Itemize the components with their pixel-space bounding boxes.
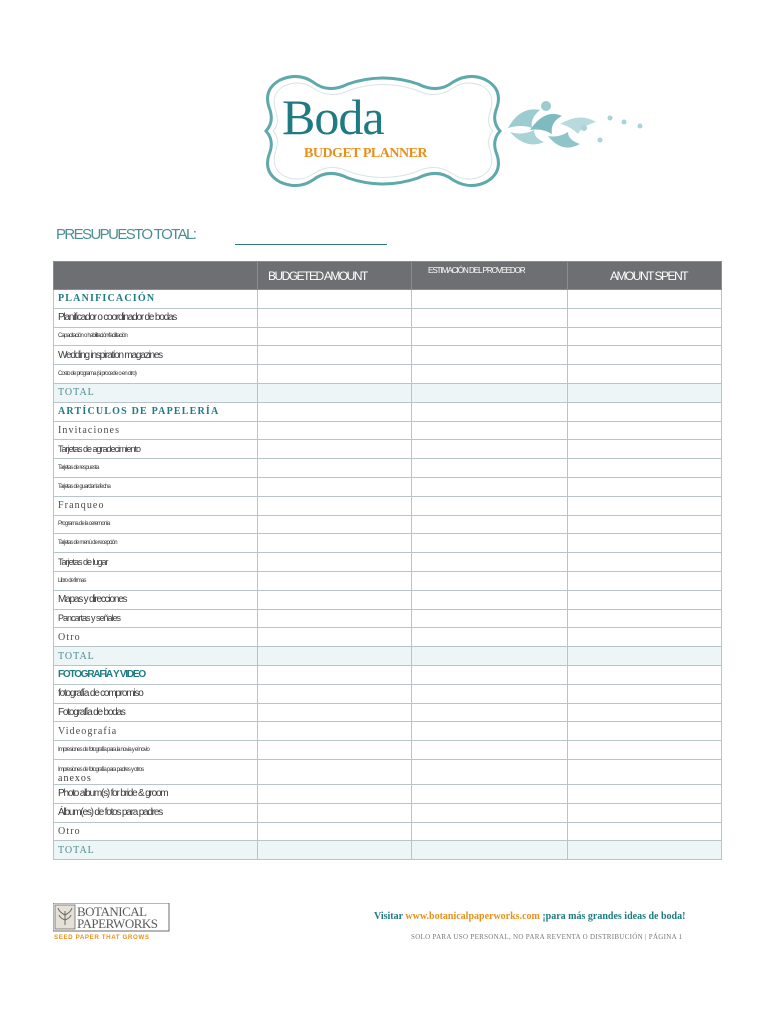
row-label (54, 365, 258, 384)
visit-suffix: ¡para más grandes ideas de boda! (539, 911, 686, 922)
row-label (54, 383, 258, 402)
spent-cell[interactable] (568, 327, 722, 346)
estimate-cell[interactable] (412, 703, 568, 722)
budgeted-cell[interactable] (258, 684, 412, 703)
row-label (54, 290, 258, 309)
budget-table-body (54, 290, 722, 860)
spent-cell[interactable] (568, 402, 722, 421)
row-label (54, 308, 258, 327)
budgeted-cell[interactable] (258, 459, 412, 478)
estimate-cell[interactable] (412, 684, 568, 703)
row-label-text: Videografía (58, 725, 118, 737)
estimate-cell[interactable] (412, 822, 568, 841)
estimate-cell[interactable] (412, 459, 568, 478)
estimate-cell[interactable] (412, 440, 568, 459)
row-label (54, 421, 258, 440)
row-label-text: Pancartas y señales (58, 613, 121, 624)
row-label (54, 534, 258, 553)
row-label (54, 459, 258, 478)
section-row (54, 402, 722, 421)
estimate-cell[interactable] (412, 383, 568, 402)
total-row (54, 647, 722, 666)
total-row (54, 841, 722, 860)
budgeted-cell[interactable] (258, 290, 412, 309)
budgeted-cell[interactable] (258, 784, 412, 803)
budgeted-cell[interactable] (258, 496, 412, 515)
budgeted-cell[interactable] (258, 308, 412, 327)
row-label-continuation: anexos (58, 772, 92, 784)
budgeted-cell[interactable] (258, 346, 412, 365)
row-label (54, 553, 258, 572)
row-label-text: Tarjetas de menú de recepción (58, 540, 117, 547)
estimate-cell[interactable] (412, 402, 568, 421)
row-label-text: Mapas y direcciones (58, 594, 127, 606)
spent-cell[interactable] (568, 365, 722, 384)
budgeted-cell[interactable] (258, 665, 412, 684)
spent-cell[interactable] (568, 722, 722, 741)
header-category (54, 262, 258, 290)
visit-prefix: Visitar (374, 911, 406, 922)
estimate-cell[interactable] (412, 590, 568, 609)
estimate-cell[interactable] (412, 722, 568, 741)
header-vendor-estimate: ESTIMACIÓN DEL PROVEEDOR (412, 262, 568, 290)
budgeted-cell[interactable] (258, 759, 412, 784)
budgeted-cell[interactable] (258, 515, 412, 534)
estimate-cell[interactable] (412, 784, 568, 803)
spent-cell[interactable] (568, 515, 722, 534)
budgeted-cell[interactable] (258, 327, 412, 346)
budgeted-cell[interactable] (258, 703, 412, 722)
row-label (54, 590, 258, 609)
row-label-text: TOTAL (58, 387, 95, 399)
table-row (54, 365, 722, 384)
row-label-text: Tarjetas de agradecimiento (58, 444, 141, 455)
estimate-cell[interactable] (412, 759, 568, 784)
spent-cell[interactable] (568, 346, 722, 365)
total-budget-label: PRESUPUESTO TOTAL: (56, 226, 196, 243)
table-row (54, 803, 722, 822)
row-label-text: FOTOGRAFÍA Y VIDEO (58, 669, 145, 681)
budgeted-cell[interactable] (258, 402, 412, 421)
estimate-cell[interactable] (412, 553, 568, 572)
row-label-text: Impresiones de fotografía para la novia y el novio (58, 747, 150, 754)
spent-cell[interactable] (568, 308, 722, 327)
leaf-flourish-icon (500, 98, 650, 158)
spent-cell[interactable] (568, 571, 722, 590)
table-row (54, 421, 722, 440)
budgeted-cell[interactable] (258, 647, 412, 666)
estimate-cell[interactable] (412, 515, 568, 534)
budgeted-cell[interactable] (258, 822, 412, 841)
table-row (54, 534, 722, 553)
table-row (54, 553, 722, 572)
row-label (54, 346, 258, 365)
row-label (54, 759, 258, 784)
spent-cell[interactable] (568, 665, 722, 684)
table-row (54, 609, 722, 628)
row-label (54, 609, 258, 628)
spent-cell[interactable] (568, 290, 722, 309)
row-label (54, 496, 258, 515)
estimate-cell[interactable] (412, 665, 568, 684)
row-label (54, 684, 258, 703)
table-row (54, 784, 722, 803)
estimate-cell[interactable] (412, 609, 568, 628)
row-label-text: PLANIFICACIÓN (58, 293, 156, 305)
row-label (54, 647, 258, 666)
estimate-cell[interactable] (412, 571, 568, 590)
budgeted-cell[interactable] (258, 383, 412, 402)
spent-cell[interactable] (568, 496, 722, 515)
visit-text (374, 911, 685, 922)
row-label-text: fotografía de compromiso (58, 688, 143, 700)
row-label (54, 841, 258, 860)
budgeted-cell[interactable] (258, 440, 412, 459)
table-row (54, 759, 722, 784)
row-label-text: Photo album(s) for bride & groom (58, 788, 168, 800)
botanical-paperworks-logo (53, 903, 171, 941)
budgeted-cell[interactable] (258, 477, 412, 496)
row-label (54, 784, 258, 803)
budgeted-cell[interactable] (258, 553, 412, 572)
spent-cell[interactable] (568, 534, 722, 553)
spent-cell[interactable] (568, 647, 722, 666)
budget-table (53, 261, 722, 860)
row-label (54, 822, 258, 841)
total-budget-input-line[interactable] (235, 244, 387, 245)
website-link[interactable]: www.botanicalpaperworks.com (405, 911, 540, 922)
row-label-text: Programa de la ceremonia (58, 521, 110, 528)
budgeted-cell[interactable] (258, 590, 412, 609)
table-row (54, 703, 722, 722)
spent-cell[interactable] (568, 477, 722, 496)
budgeted-cell[interactable] (258, 803, 412, 822)
row-label (54, 703, 258, 722)
section-row (54, 290, 722, 309)
row-label-text: Tarjetas de respuesta (58, 465, 99, 472)
row-label-text: Impresiones de fotografía para padres y otros (58, 766, 144, 773)
row-label (54, 665, 258, 684)
spent-cell[interactable] (568, 841, 722, 860)
row-label (54, 571, 258, 590)
table-row (54, 684, 722, 703)
row-label-text: Wedding inspiration magazines (58, 349, 162, 361)
spent-cell[interactable] (568, 440, 722, 459)
row-label (54, 515, 258, 534)
table-row (54, 346, 722, 365)
estimate-cell[interactable] (412, 496, 568, 515)
total-row (54, 383, 722, 402)
table-row (54, 459, 722, 478)
row-label-text: Franqueo (58, 500, 105, 512)
budgeted-cell[interactable] (258, 722, 412, 741)
table-row (54, 308, 722, 327)
row-label-text: ARTÍCULOS DE PAPELERÍA (58, 406, 220, 418)
estimate-cell[interactable] (412, 346, 568, 365)
estimate-cell[interactable] (412, 308, 568, 327)
row-label-text: Libro de firmas (58, 577, 86, 584)
row-label (54, 327, 258, 346)
logo-title: Boda (282, 89, 384, 145)
spent-cell[interactable] (568, 803, 722, 822)
row-label-text: Costo de programa (si procede o en otro) (58, 371, 137, 378)
table-row (54, 327, 722, 346)
spent-cell[interactable] (568, 684, 722, 703)
table-row (54, 741, 722, 760)
row-label (54, 477, 258, 496)
brand-tagline: SEED PAPER THAT GROWS (54, 934, 150, 941)
spent-cell[interactable] (568, 703, 722, 722)
row-label-text: TOTAL (58, 650, 95, 662)
budgeted-cell[interactable] (258, 421, 412, 440)
row-label-text: Otro (58, 825, 81, 837)
table-header-row (54, 262, 722, 290)
table-row (54, 515, 722, 534)
estimate-cell[interactable] (412, 290, 568, 309)
budgeted-cell[interactable] (258, 609, 412, 628)
row-label (54, 722, 258, 741)
row-label-text: Capacitación o habilitación/facilitación (58, 333, 128, 340)
budgeted-cell[interactable] (258, 365, 412, 384)
spent-cell[interactable] (568, 421, 722, 440)
budgeted-cell[interactable] (258, 534, 412, 553)
spent-cell[interactable] (568, 383, 722, 402)
row-label-text: Tarjetas de guardar la fecha (58, 483, 110, 490)
row-label-text: TOTAL (58, 844, 95, 856)
brand-line1: BOTANICAL (77, 904, 147, 919)
row-label (54, 803, 258, 822)
spent-cell[interactable] (568, 553, 722, 572)
spent-cell[interactable] (568, 609, 722, 628)
estimate-cell[interactable] (412, 327, 568, 346)
row-label-text: Tarjetas de lugar (58, 557, 108, 568)
estimate-cell[interactable] (412, 841, 568, 860)
row-label-text: Álbum(es) de fotos para padres (58, 807, 163, 819)
table-row (54, 628, 722, 647)
table-row (54, 477, 722, 496)
spent-cell[interactable] (568, 628, 722, 647)
row-label-text: Planificador o coordinador de bodas (58, 312, 177, 324)
estimate-cell[interactable] (412, 628, 568, 647)
estimate-cell[interactable] (412, 421, 568, 440)
budgeted-cell[interactable] (258, 571, 412, 590)
budgeted-cell[interactable] (258, 841, 412, 860)
row-label (54, 741, 258, 760)
table-row (54, 722, 722, 741)
row-label-text: Fotografía de bodas (58, 706, 125, 718)
table-row (54, 822, 722, 841)
spent-cell[interactable] (568, 741, 722, 760)
estimate-cell[interactable] (412, 647, 568, 666)
estimate-cell[interactable] (412, 741, 568, 760)
spent-cell[interactable] (568, 759, 722, 784)
budgeted-cell[interactable] (258, 628, 412, 647)
row-label (54, 440, 258, 459)
legal-notice: SOLO PARA USO PERSONAL, NO PARA REVENTA O DISTRIBUCIÓN | PÁGINA 1 (411, 933, 683, 941)
table-row (54, 590, 722, 609)
row-label (54, 628, 258, 647)
header-amount-spent: AMOUNT SPENT (568, 262, 722, 290)
row-label-text: Invitaciones (58, 424, 121, 436)
table-row (54, 571, 722, 590)
estimate-cell[interactable] (412, 477, 568, 496)
table-row (54, 496, 722, 515)
budgeted-cell[interactable] (258, 741, 412, 760)
spent-cell[interactable] (568, 459, 722, 478)
brand-line2: PAPERWORKS (77, 916, 158, 931)
logo-subtitle: BUDGET PLANNER (304, 146, 428, 161)
estimate-cell[interactable] (412, 365, 568, 384)
spent-cell[interactable] (568, 822, 722, 841)
section-row (54, 665, 722, 684)
row-label (54, 402, 258, 421)
table-row (54, 440, 722, 459)
estimate-cell[interactable] (412, 803, 568, 822)
spent-cell[interactable] (568, 784, 722, 803)
spent-cell[interactable] (568, 590, 722, 609)
estimate-cell[interactable] (412, 534, 568, 553)
header-budgeted-amount: BUDGETED AMOUNT (258, 262, 412, 290)
row-label-text: Otro (58, 631, 81, 643)
